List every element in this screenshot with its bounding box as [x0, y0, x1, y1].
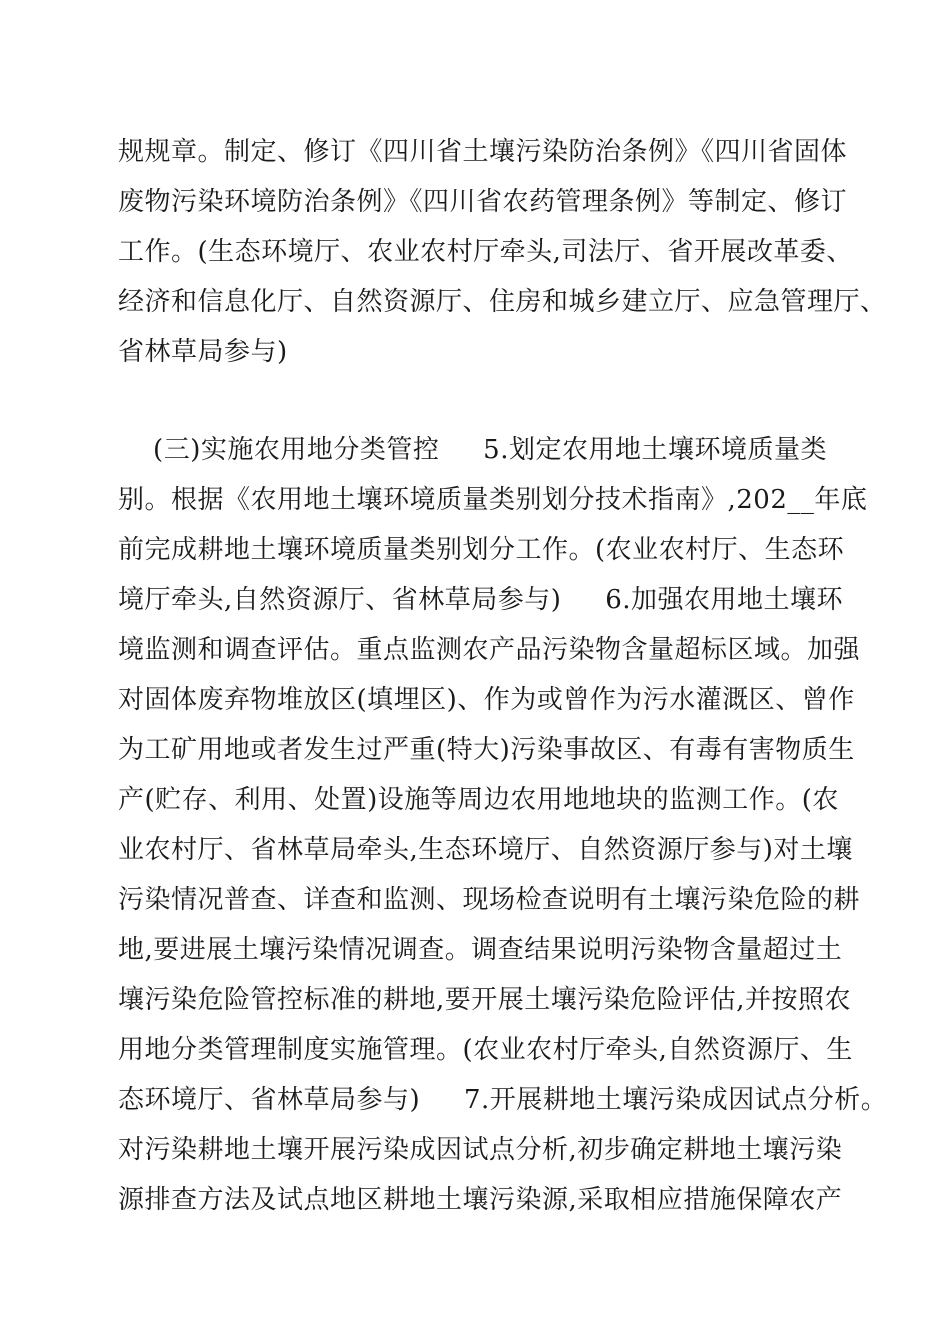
- text-line: 境厅牵头,自然资源厅、省林草局参与) 6.加强农用地土壤环: [118, 585, 844, 615]
- text-line: 壤污染危险管控标准的耕地,要开展土壤污染危险评估,并按照农: [118, 985, 852, 1015]
- text-line: 业农村厅、省林草局牵头,生态环境厅、自然资源厅参与)对土壤: [118, 835, 853, 865]
- text-line: 产(贮存、利用、处置)设施等周边农用地地块的监测工作。(农: [118, 785, 839, 815]
- text-line: 境监测和调查评估。重点监测农产品污染物含量超标区域。加强: [118, 635, 861, 665]
- text-line: (三)实施农用地分类管控 5.划定农用地土壤环境质量类: [118, 435, 827, 465]
- text-line: 为工矿用地或者发生过严重(特大)污染事故区、有毒有害物质生: [118, 735, 855, 765]
- text-line: 工作。(生态环境厅、农业农村厅牵头,司法厅、省开展改革委、: [118, 237, 853, 267]
- text-line: 污染情况普查、详查和监测、现场检查说明有土壤污染危险的耕: [118, 885, 861, 915]
- text-line: 用地分类管理制度实施管理。(农业农村厅牵头,自然资源厅、生: [118, 1035, 853, 1065]
- text-line: 前完成耕地土壤环境质量类别划分工作。(农业农村厅、生态环: [118, 535, 845, 565]
- text-line: 省林草局参与): [118, 337, 288, 367]
- text-line: 别。根据《农用地土壤环境质量类别划分技术指南》,202__年底: [118, 485, 868, 515]
- text-line: 地,要进展土壤污染情况调查。调查结果说明污染物含量超过土: [118, 935, 843, 965]
- text-line: 对固体废弃物堆放区(填埋区)、作为或曾作为污水灌溉区、曾作: [118, 685, 855, 715]
- text-line: 规规章。制定、修订《四川省土壤污染防治条例》《四川省固体: [118, 137, 848, 167]
- text-line: 废物污染环境防治条例》《四川省农药管理条例》等制定、修订: [118, 187, 848, 217]
- text-line: 对污染耕地土壤开展污染成因试点分析,初步确定耕地土壤污染: [118, 1135, 843, 1165]
- text-line: 经济和信息化厅、自然资源厅、住房和城乡建立厅、应急管理厅、: [118, 287, 887, 317]
- text-line: 源排查方法及试点地区耕地土壤污染源,采取相应措施保障农产: [118, 1185, 843, 1215]
- text-line: 态环境厅、省林草局参与) 7.开展耕地土壤污染成因试点分析。: [118, 1085, 888, 1115]
